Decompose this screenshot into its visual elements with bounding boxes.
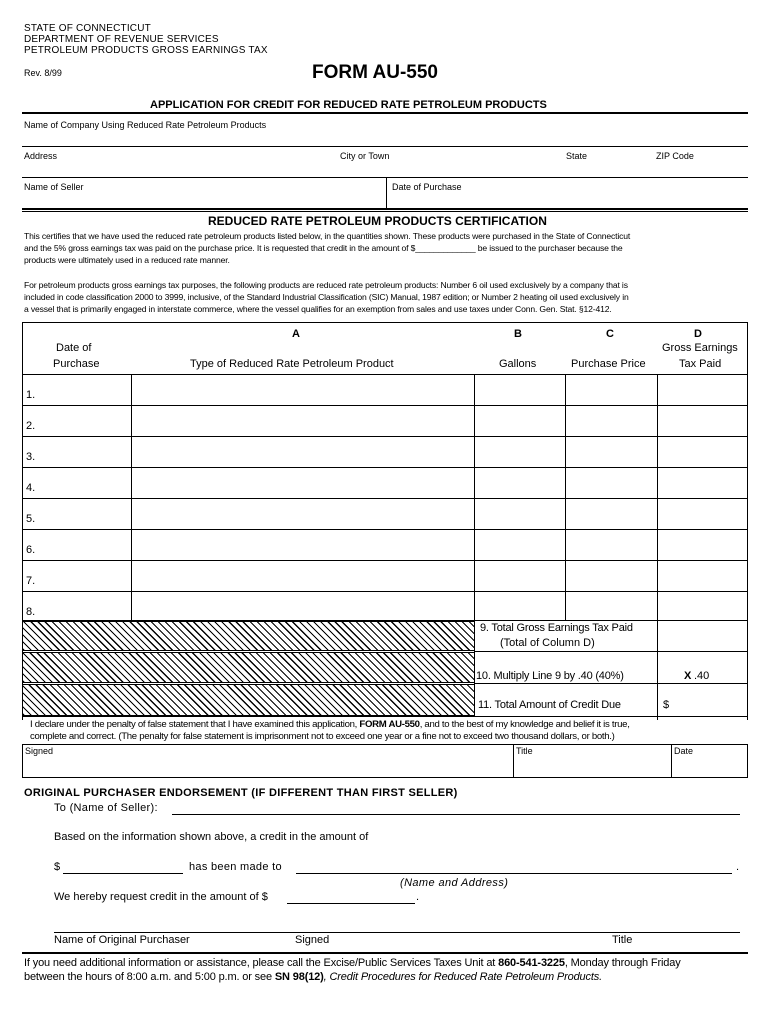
amount-line [63,873,183,874]
original-purchaser-label: Name of Original Purchaser [54,934,190,946]
request-amount-field[interactable] [287,890,415,903]
line11-label: 11. Total Amount of Credit Due [478,699,621,711]
row-number: 1. [26,389,36,401]
rule [22,591,748,592]
date-header-2: Purchase [53,358,100,370]
rule [22,952,748,954]
title-field[interactable] [516,757,669,776]
rule [22,211,748,212]
dollar-sign: $ [54,861,61,873]
row-number: 6. [26,544,36,556]
row-number: 5. [26,513,36,525]
signed-label: Signed [25,746,54,756]
hatched-area [22,652,475,683]
line9-sublabel: (Total of Column D) [500,637,595,649]
row-number: 3. [26,451,36,463]
col-d-header: D [694,328,702,340]
endorsement-signed-label: Signed [295,934,330,946]
rule [747,744,748,778]
rule [22,436,748,437]
rule [22,374,748,375]
row-number: 4. [26,482,36,494]
line11-dollar: $ [663,699,670,711]
to-seller-field[interactable] [172,801,740,814]
date-label: Date [674,746,694,756]
rule [565,374,566,620]
rule [22,208,748,210]
rule [22,177,748,178]
credit-amount-field[interactable] [63,860,183,873]
purchase-date-label: Date of Purchase [392,182,462,192]
declaration-line-2: complete and correct. (The penalty for false statement is imprisonment not to exceed one year or a fine not to exceed two thousand dollars, or both.) [30,731,615,742]
company-label: Name of Company Using Reduced Rate Petroleum Products [24,120,267,130]
rule [386,178,387,208]
purchaser-signature-field[interactable] [54,918,740,932]
rule [22,744,23,778]
to-seller-label: To (Name of Seller): [54,802,158,814]
price-header: Purchase Price [571,358,646,370]
rule [474,651,748,652]
rule [474,683,748,684]
gross-header-2: Tax Paid [679,358,722,370]
address-label: Address [24,151,58,161]
purchase-date-field[interactable] [390,194,746,207]
rule [474,374,475,620]
hatched-area [22,621,475,651]
made-to-line [296,873,732,874]
line10-value: .40 [694,670,710,682]
rule [671,744,672,778]
row-number: 8. [26,606,36,618]
certification-paragraph-1: This certifies that we have used the reduced rate petroleum products listed below, in the quantities shown. These products were purchased in the State of Connecticut and the 5% gross earnings tax was paid on the purchase price. It is requested that credit in the amount of $_____________ be issued to the purchaser because the products were ultimately used in a reduced rate manner. [24,231,631,265]
rule [22,716,748,717]
gallons-header: Gallons [499,358,537,370]
rule [22,467,748,468]
made-to-field[interactable] [296,860,732,873]
request-line [287,903,415,904]
rule [747,322,748,720]
signature-field[interactable] [24,757,510,776]
city-label: City or Town [340,151,390,161]
endorsement-heading: ORIGINAL PURCHASER ENDORSEMENT (IF DIFFERENT THAN FIRST SELLER) [24,787,458,799]
made-to-text: has been made to [189,861,282,873]
line9-field[interactable] [660,623,746,650]
zip-label: ZIP Code [656,151,694,161]
line10-x: X [684,670,692,682]
col-a-header: A [292,328,300,340]
rule [22,146,748,147]
to-seller-line [172,814,740,815]
line9-label: 9. Total Gross Earnings Tax Paid [480,622,633,634]
certification-paragraph-2: For petroleum products gross earnings tax purposes, the following products are reduced rate petroleum products: Number 6 oil used exclusively by a company that is included in code classification 2000 to 3999, inclusive, of the Standard Industrial Classification (SIC) Manual, 1987 edition; or Number 2 heating oil used exclusively in a vessel that is primarily engaged in interstate commerce, where the vessel qualifies for an exemption from sales and use taxes under Conn. Gen. Stat. §12-412. [24,280,629,314]
form-title: FORM AU-550 [312,62,438,83]
row-number: 2. [26,420,36,432]
date-field[interactable] [674,757,746,776]
line11-field[interactable] [672,686,746,714]
state-label: State [566,151,588,161]
title-label: Title [516,746,533,756]
request-text: We hereby request credit in the amount of $ [54,891,268,903]
declaration-line-1: I declare under the penalty of false statement that I have examined this application, FORM AU-550, and to the best of my knowledge and belief it is true, [30,719,630,730]
certification-heading: REDUCED RATE PETROLEUM PRODUCTS CERTIFICATION [208,214,547,228]
date-header-1: Date of [56,342,92,354]
endorsement-title-label: Title [612,934,633,946]
name-address-caption: (Name and Address) [400,877,509,889]
type-header: Type of Reduced Rate Petroleum Product [190,358,394,370]
row-number: 7. [26,575,36,587]
company-field[interactable] [22,134,748,146]
address-field[interactable] [22,163,748,176]
line10-label: 10. Multiply Line 9 by .40 (40%) [476,670,624,682]
footer-line-1: If you need additional information or assistance, please call the Excise/Public Services Taxes Unit at 860-541-3225, Monday through Friday [24,957,681,969]
seller-label: Name of Seller [24,182,84,192]
rule [657,374,658,720]
hatched-area [22,684,475,716]
col-c-header: C [606,328,614,340]
rule [22,744,748,745]
signature-line [54,932,740,933]
rule [22,777,748,778]
based-on-text: Based on the information shown above, a credit in the amount of [54,831,369,843]
agency-line-1: STATE OF CONNECTICUT [24,23,151,34]
rule [22,405,748,406]
rule [131,374,132,620]
rule [22,560,748,561]
subtitle-rule [22,112,748,114]
form-subtitle: APPLICATION FOR CREDIT FOR REDUCED RATE PETROLEUM PRODUCTS [150,99,547,111]
rule [22,498,748,499]
rule [513,744,514,778]
gross-header-1: Gross Earnings [662,342,738,354]
agency-line-2: DEPARTMENT OF REVENUE SERVICES [24,34,219,45]
col-b-header: B [514,328,522,340]
revision: Rev. 8/99 [24,68,62,78]
rule [22,529,748,530]
seller-field[interactable] [22,194,382,207]
agency-line-3: PETROLEUM PRODUCTS GROSS EARNINGS TAX [24,45,268,56]
footer-line-2: between the hours of 8:00 a.m. and 5:00 p.m. or see SN 98(12), Credit Procedures for Reduced Rate Petroleum Products. [24,971,603,983]
rule [22,322,748,323]
